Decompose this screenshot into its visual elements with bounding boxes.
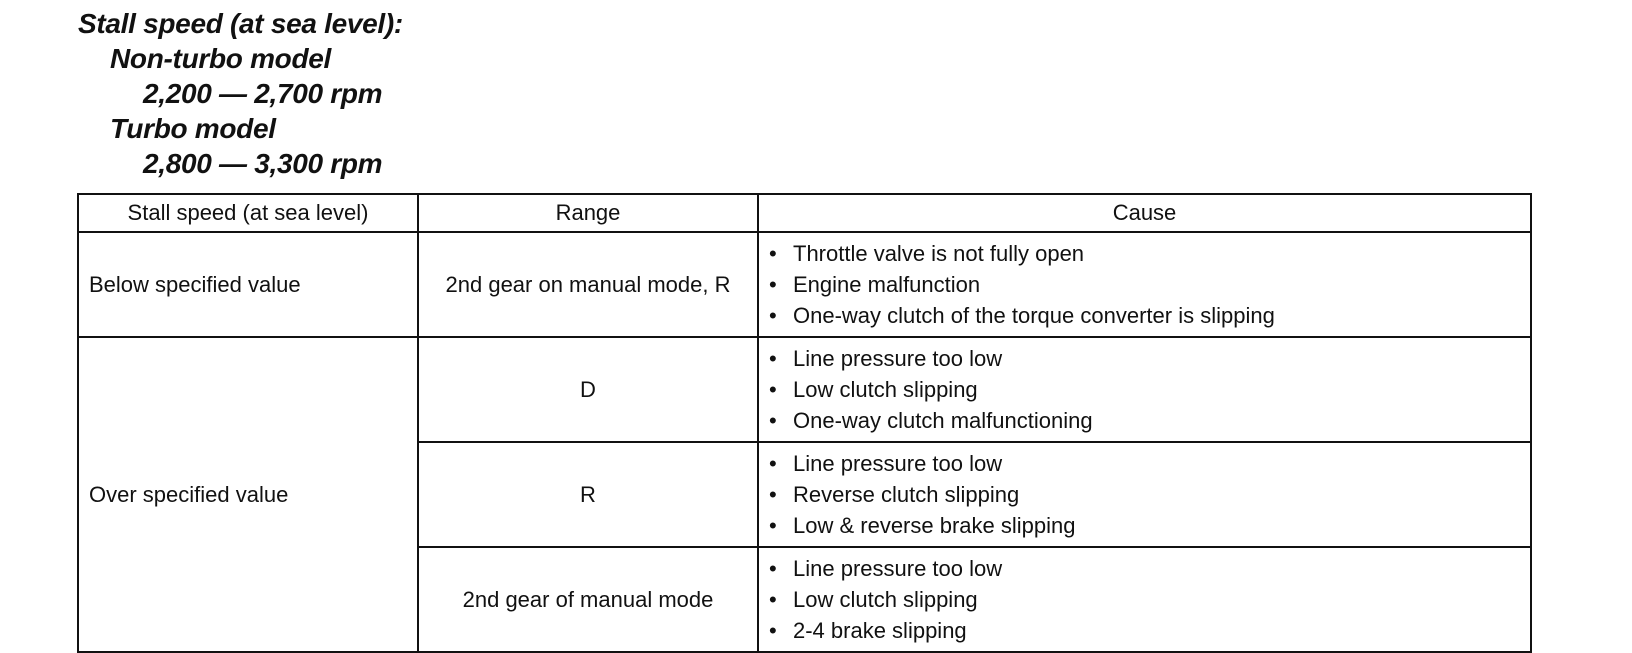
non-turbo-rpm-range: 2,200 — 2,700 rpm [143,78,383,109]
stall-speed-spec [78,6,403,181]
bullet: • [769,241,777,266]
cause-text: One-way clutch of the torque converter is slipping [793,303,1275,328]
range-cell: 2nd gear of manual mode [418,547,758,652]
bullet: • [769,451,777,476]
cause-text: 2-4 brake slipping [793,618,967,643]
cause-text: One-way clutch malfunctioning [793,408,1093,433]
non-turbo-model-label: Non-turbo model [110,43,332,74]
cause-item [769,343,1530,374]
cause-cell [758,547,1531,652]
bullet: • [769,377,777,402]
turbo-model-label: Turbo model [110,113,276,144]
cause-cell [758,442,1531,547]
cause-item [769,615,1530,646]
cause-list [769,343,1530,436]
cause-text: Reverse clutch slipping [793,482,1020,507]
cause-list [769,448,1530,541]
cause-cell [758,337,1531,442]
range-cell: 2nd gear on manual mode, R [418,232,758,337]
bullet: • [769,408,777,433]
cause-item [769,448,1530,479]
cause-item [769,479,1530,510]
cause-list [769,553,1530,646]
stall-speed-table [77,193,1532,653]
cause-text: Low & reverse brake slipping [793,513,1076,538]
header-stall-speed: Stall speed (at sea level) [78,194,418,232]
bullet: • [769,587,777,612]
condition-below: Below specified value [78,232,418,337]
table-header-row [78,194,1531,232]
cause-text: Line pressure too low [793,451,1003,476]
turbo-rpm-range: 2,800 — 3,300 rpm [143,148,383,179]
cause-text: Low clutch slipping [793,377,978,402]
cause-item [769,510,1530,541]
range-cell: D [418,337,758,442]
cause-text: Line pressure too low [793,556,1003,581]
cause-list [769,238,1530,331]
range-cell: R [418,442,758,547]
table-row-over-d [78,337,1531,442]
spec-title: Stall speed (at sea level): [78,8,403,39]
bullet: • [769,346,777,371]
bullet: • [769,303,777,328]
bullet: • [769,618,777,643]
cause-text: Throttle valve is not fully open [793,241,1085,266]
table-row-below [78,232,1531,337]
cause-text: Engine malfunction [793,272,981,297]
bullet: • [769,556,777,581]
cause-item [769,553,1530,584]
bullet: • [769,272,777,297]
cause-item [769,584,1530,615]
cause-item [769,374,1530,405]
bullet: • [769,482,777,507]
cause-item [769,405,1530,436]
header-cause: Cause [758,194,1531,232]
cause-text: Low clutch slipping [793,587,978,612]
cause-item [769,300,1530,331]
cause-cell [758,232,1531,337]
cause-item [769,269,1530,300]
cause-text: Line pressure too low [793,346,1003,371]
condition-over: Over specified value [78,337,418,652]
cause-item [769,238,1530,269]
header-range: Range [418,194,758,232]
bullet: • [769,513,777,538]
